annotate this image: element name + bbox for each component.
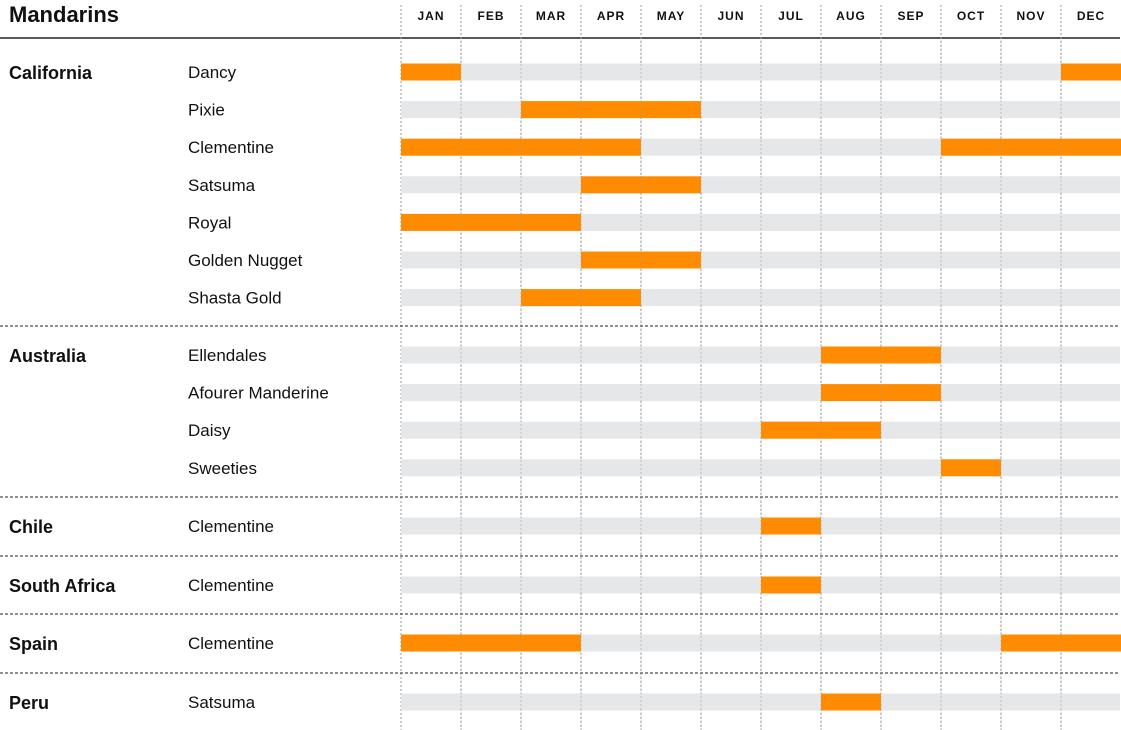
- month-label: FEB: [477, 9, 505, 23]
- season-bar: [761, 518, 821, 535]
- season-bar: [641, 252, 701, 269]
- month-label: AUG: [836, 9, 866, 23]
- variety-label: Afourer Manderine: [188, 383, 329, 403]
- region-label: South Africa: [9, 576, 116, 596]
- season-bar: [821, 347, 881, 364]
- variety-label: Satsuma: [188, 175, 256, 195]
- region-label: Peru: [9, 693, 50, 713]
- season-bar: [821, 384, 881, 401]
- variety-label: Clementine: [188, 517, 274, 536]
- variety-label: Clementine: [188, 634, 274, 653]
- season-bar: [821, 694, 881, 711]
- season-bar: [581, 289, 641, 306]
- season-bar: [521, 635, 581, 652]
- season-bar: [1001, 139, 1061, 156]
- season-bar: [581, 252, 641, 269]
- season-bar: [761, 422, 821, 439]
- season-bar: [401, 214, 461, 231]
- month-label: SEP: [897, 9, 925, 23]
- season-bar: [1061, 64, 1121, 81]
- region-label: Spain: [9, 634, 59, 654]
- variety-label: Royal: [188, 213, 232, 233]
- variety-label: Clementine: [188, 576, 274, 595]
- month-label: JAN: [417, 9, 445, 23]
- variety-label: Dancy: [188, 63, 237, 82]
- month-label: JUN: [717, 9, 745, 23]
- variety-label: Satsuma: [188, 693, 256, 712]
- season-bar: [401, 635, 461, 652]
- season-bar: [641, 176, 701, 193]
- season-bar: [821, 422, 881, 439]
- season-bar: [1061, 635, 1121, 652]
- season-bar: [401, 64, 461, 81]
- season-bar: [461, 139, 521, 156]
- region-label: California: [9, 63, 93, 83]
- chart-title: Mandarins: [9, 2, 120, 27]
- month-label: JUL: [778, 9, 804, 23]
- variety-label: Clementine: [188, 138, 274, 158]
- season-bar: [941, 139, 1001, 156]
- month-label: APR: [596, 9, 626, 23]
- season-bar: [521, 101, 581, 118]
- season-bar: [941, 459, 1001, 476]
- month-label: OCT: [956, 9, 986, 23]
- season-bar: [761, 577, 821, 594]
- region-label: Australia: [9, 346, 87, 366]
- season-bar: [1061, 139, 1121, 156]
- variety-label: Shasta Gold: [188, 288, 282, 308]
- month-label: MAR: [535, 9, 567, 23]
- variety-label: Ellendales: [188, 346, 267, 365]
- month-label: MAY: [656, 9, 686, 23]
- variety-label: Daisy: [188, 421, 231, 441]
- season-bar: [461, 214, 521, 231]
- month-label: NOV: [1016, 9, 1046, 23]
- season-bar: [641, 101, 701, 118]
- variety-label: Sweeties: [188, 458, 257, 478]
- season-bar: [461, 635, 521, 652]
- season-bar: [1001, 635, 1061, 652]
- season-bar: [521, 139, 581, 156]
- season-bar: [581, 139, 641, 156]
- season-bar: [521, 289, 581, 306]
- region-label: Chile: [9, 517, 54, 537]
- variety-label: Pixie: [188, 100, 225, 120]
- season-bar: [581, 101, 641, 118]
- season-bar: [881, 384, 941, 401]
- month-label: DEC: [1076, 9, 1106, 23]
- season-bar: [521, 214, 581, 231]
- season-bar: [581, 176, 641, 193]
- season-bar: [401, 139, 461, 156]
- variety-label: Golden Nugget: [188, 251, 303, 270]
- season-bar: [881, 347, 941, 364]
